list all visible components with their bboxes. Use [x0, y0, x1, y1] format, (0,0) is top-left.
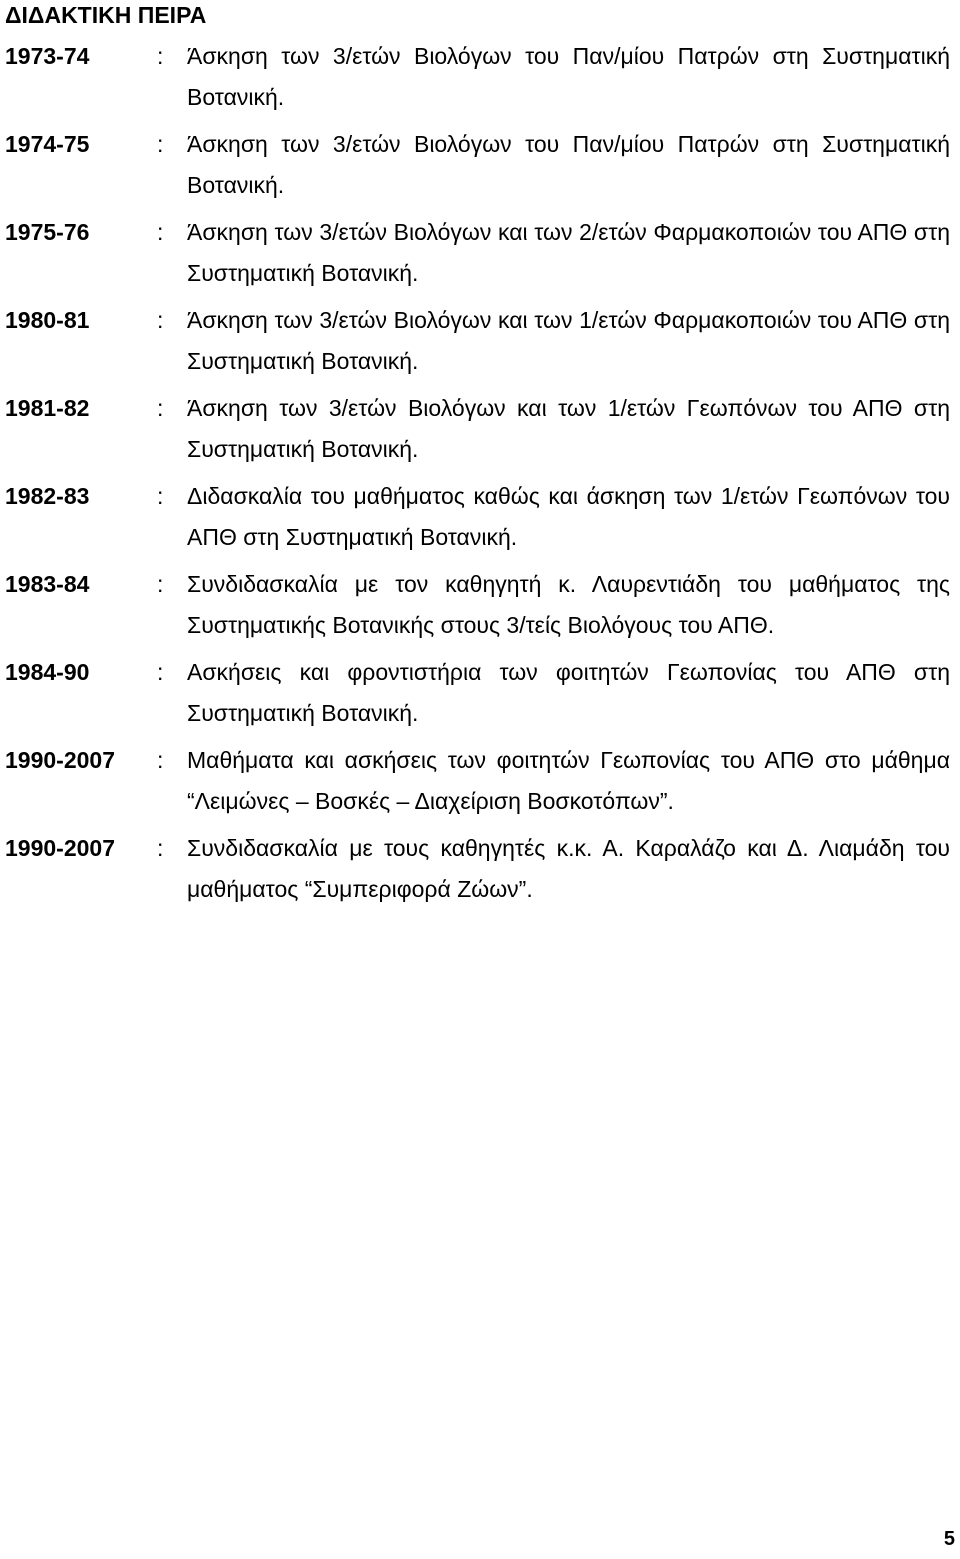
entry-separator: : — [157, 219, 164, 245]
entry-description: Μαθήματα και ασκήσεις των φοιτητών Γεωπονίας του ΑΠΘ στο μάθημα “Λειμώνες – Βοσκές – Διαχείριση Βοσκοτόπων”. — [187, 747, 950, 814]
list-item — [0, 300, 960, 382]
entry-years: 1981-82 — [5, 395, 90, 421]
teaching-experience-list — [0, 36, 960, 916]
entry-years: 1980-81 — [5, 307, 90, 333]
entry-description: Συνδιδασκαλία με τον καθηγητή κ. Λαυρεντιάδη του μαθήματος της Συστηματικής Βοτανικής στους 3/τείς Βιολόγους του ΑΠΘ. — [187, 571, 950, 638]
entry-separator: : — [157, 395, 164, 421]
entry-description: Άσκηση των 3/ετών Βιολόγων και των 1/ετών Γεωπόνων του ΑΠΘ στη Συστηματική Βοτανική. — [187, 395, 950, 462]
entry-separator: : — [157, 43, 164, 69]
entry-separator: : — [157, 483, 164, 509]
list-item — [0, 476, 960, 558]
list-item — [0, 388, 960, 470]
entry-years: 1990-2007 — [5, 835, 115, 861]
entry-years: 1974-75 — [5, 131, 90, 157]
entry-separator: : — [157, 131, 164, 157]
list-item — [0, 828, 960, 910]
entry-description: Άσκηση των 3/ετών Βιολόγων και των 1/ετών Φαρμακοποιών του ΑΠΘ στη Συστηματική Βοτανική. — [187, 307, 950, 374]
entry-years: 1973-74 — [5, 43, 90, 69]
entry-separator: : — [157, 747, 164, 773]
list-item — [0, 36, 960, 118]
entry-description: Διδασκαλία του μαθήματος καθώς και άσκηση των 1/ετών Γεωπόνων του ΑΠΘ στη Συστηματική Βοτανική. — [187, 483, 950, 550]
entry-description: Άσκηση των 3/ετών Βιολόγων του Παν/μίου Πατρών στη Συστηματική Βοτανική. — [187, 43, 950, 110]
entry-separator: : — [157, 307, 164, 333]
section-heading: ΔΙΔΑΚΤΙΚΗ ΠΕΙΡΑ — [5, 2, 207, 28]
page-number: 5 — [943, 1528, 955, 1550]
entry-description: Ασκήσεις και φροντιστήρια των φοιτητών Γεωπονίας του ΑΠΘ στη Συστηματική Βοτανική. — [187, 659, 950, 726]
entry-description: Άσκηση των 3/ετών Βιολόγων του Παν/μίου Πατρών στη Συστηματική Βοτανική. — [187, 131, 950, 198]
list-item — [0, 124, 960, 206]
list-item — [0, 564, 960, 646]
list-item — [0, 652, 960, 734]
entry-years: 1983-84 — [5, 571, 90, 597]
entry-separator: : — [157, 835, 164, 861]
entry-description: Άσκηση των 3/ετών Βιολόγων και των 2/ετών Φαρμακοποιών του ΑΠΘ στη Συστηματική Βοτανική. — [187, 219, 950, 286]
list-item — [0, 212, 960, 294]
entry-separator: : — [157, 571, 164, 597]
entry-years: 1984-90 — [5, 659, 90, 685]
entry-years: 1982-83 — [5, 483, 90, 509]
entry-separator: : — [157, 659, 164, 685]
list-item — [0, 740, 960, 822]
entry-years: 1975-76 — [5, 219, 90, 245]
entry-description: Συνδιδασκαλία με τους καθηγητές κ.κ. Α. Καραλάζο και Δ. Λιαμάδη του μαθήματος “Συμπεριφορά Ζώων”. — [187, 835, 950, 902]
entry-years: 1990-2007 — [5, 747, 115, 773]
